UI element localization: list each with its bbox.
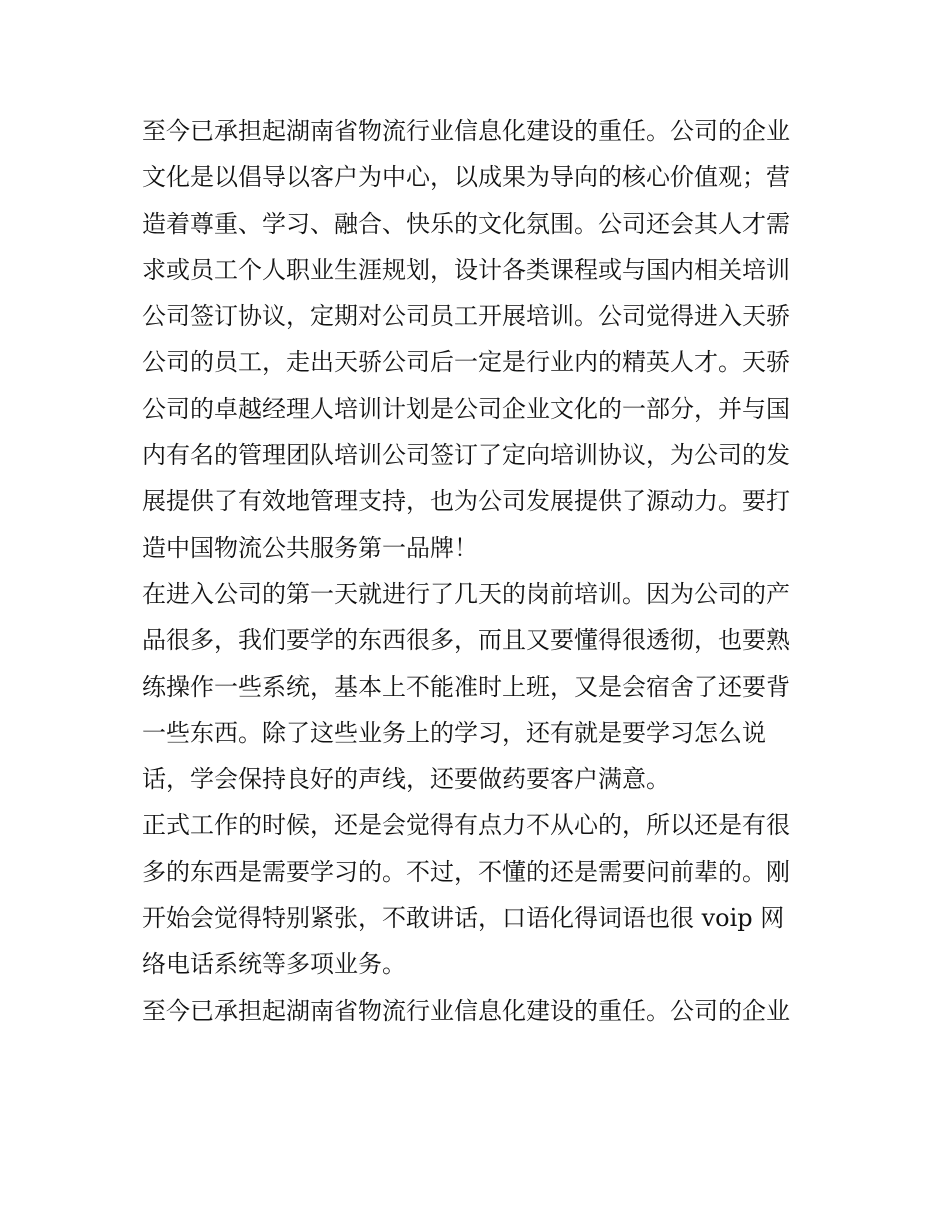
text-line: 造着尊重、学习、融合、快乐的文化氛围。公司还会其人才需 <box>142 209 790 238</box>
text-line: 正式工作的时候，还是会觉得有点力不从心的，所以还是有很 <box>142 811 790 840</box>
text-line: 展提供了有效地管理支持，也为公司发展提供了源动力。要打 <box>142 487 790 516</box>
text-line: 公司的员工，走出天骄公司后一定是行业内的精英人才。天骄 <box>142 348 790 377</box>
text-line: 在进入公司的第一天就进行了几天的岗前培训。因为公司的产 <box>142 579 790 608</box>
text-line: 内有名的管理团队培训公司签订了定向培训协议，为公司的发 <box>142 441 790 470</box>
text-line: 品很多，我们要学的东西很多，而且又要懂得很透彻，也要熟 <box>142 626 790 655</box>
text-line: 公司签订协议，定期对公司员工开展培训。公司觉得进入天骄 <box>142 302 790 331</box>
text-line: 至今已承担起湖南省物流行业信息化建设的重任。公司的企业 <box>142 117 790 145</box>
text-line: 练操作一些系统，基本上不能准时上班，又是会宿舍了还要背 <box>142 672 790 701</box>
text-line: 造中国物流公共服务第一品牌！ <box>142 533 478 562</box>
text-line: 至今已承担起湖南省物流行业信息化建设的重任。公司的企业 <box>142 996 790 1025</box>
text-line: 公司的卓越经理人培训计划是公司企业文化的一部分，并与国 <box>142 394 790 423</box>
text-line: 多的东西是需要学习的。不过，不懂的还是需要问前辈的。刚 <box>142 857 790 886</box>
text-line: 一些东西。除了这些业务上的学习，还有就是要学习怎么说 <box>142 718 766 747</box>
text-line: 求或员工个人职业生涯规划，设计各类课程或与国内相关培训 <box>142 255 790 284</box>
text-line: 开始会觉得特别紧张，不敢讲话，口语化得词语也很 voip 网 <box>142 904 785 933</box>
text-line: 文化是以倡导以客户为中心，以成果为导向的核心价值观；营 <box>142 163 790 192</box>
text-line: 络电话系统等多项业务。 <box>142 950 406 979</box>
text-line: 话，学会保持良好的声线，还要做药要客户满意。 <box>142 765 670 794</box>
document-body <box>142 108 822 1034</box>
